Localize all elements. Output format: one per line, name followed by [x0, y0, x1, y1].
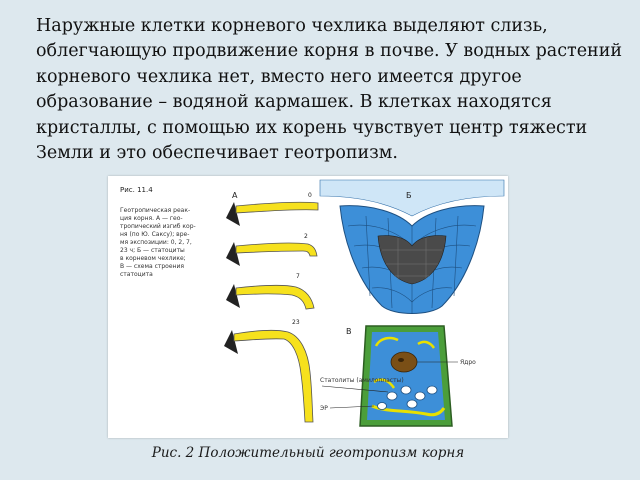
- figure-illustration: [108, 176, 508, 438]
- panel-a-label: А: [232, 191, 238, 200]
- statolith: [387, 392, 397, 400]
- description-line: в корневом чехлике;: [120, 255, 186, 262]
- root-body: [236, 243, 317, 256]
- root-7h: [226, 273, 314, 309]
- description-line: В — схема строения: [120, 263, 184, 270]
- description-line: мя экспозиции: 0, 2, 7,: [120, 239, 192, 246]
- body-paragraph: Наружные клетки корневого чехлика выделяют слизь, облегчающую продвижение корня в почве. У водных растений корневого чехлика нет, вместо него имеется другое образование – водяной кармашек. В клетках находятся кристаллы, с помощью их корень чувствует центр тяжести Земли и это обеспечивает геотропизм.: [36, 16, 623, 164]
- time-label: 23: [292, 319, 300, 326]
- er-annotation: ЭР: [320, 405, 328, 412]
- root-body: [236, 202, 318, 213]
- description-line: Геотропическая реак-: [120, 207, 191, 214]
- nucleolus: [398, 358, 404, 362]
- root-body: [236, 285, 314, 309]
- nucleus-annotation: Ядро: [460, 359, 476, 366]
- description-line: ция корня. А — гео-: [120, 215, 183, 222]
- description-line: статоцита: [120, 271, 153, 278]
- statolith: [407, 400, 417, 408]
- statolith-annotation: Статолиты (амилопласты): [320, 377, 404, 384]
- time-label: 0: [308, 192, 312, 199]
- figure-description: [120, 207, 196, 278]
- nucleus: [391, 352, 417, 372]
- figure-caption: Рис. 2 Положительный геотропизм корня: [151, 445, 465, 461]
- description-line: ня (по Ю. Саксу); вре-: [120, 231, 190, 238]
- statolith: [415, 392, 425, 400]
- statocyte-scheme: [320, 326, 476, 426]
- description-line: 23 ч; Б — статоциты: [120, 247, 185, 254]
- description-line: тропический изгиб кор-: [120, 223, 196, 230]
- root-23h: [224, 319, 313, 422]
- panel-v-label: В: [346, 327, 352, 336]
- statolith: [401, 386, 411, 394]
- figure-header: Рис. 11.4: [120, 186, 153, 194]
- geotropism-figure: [108, 176, 508, 438]
- root-0h: [226, 192, 318, 226]
- root-body: [234, 330, 313, 422]
- panel-b-label: Б: [406, 191, 412, 200]
- root-2h: [226, 233, 317, 266]
- statolith: [427, 386, 437, 394]
- time-label: 2: [304, 233, 308, 240]
- root-cap-statocytes: [320, 180, 504, 322]
- time-label: 7: [296, 273, 300, 280]
- statolith: [378, 403, 387, 410]
